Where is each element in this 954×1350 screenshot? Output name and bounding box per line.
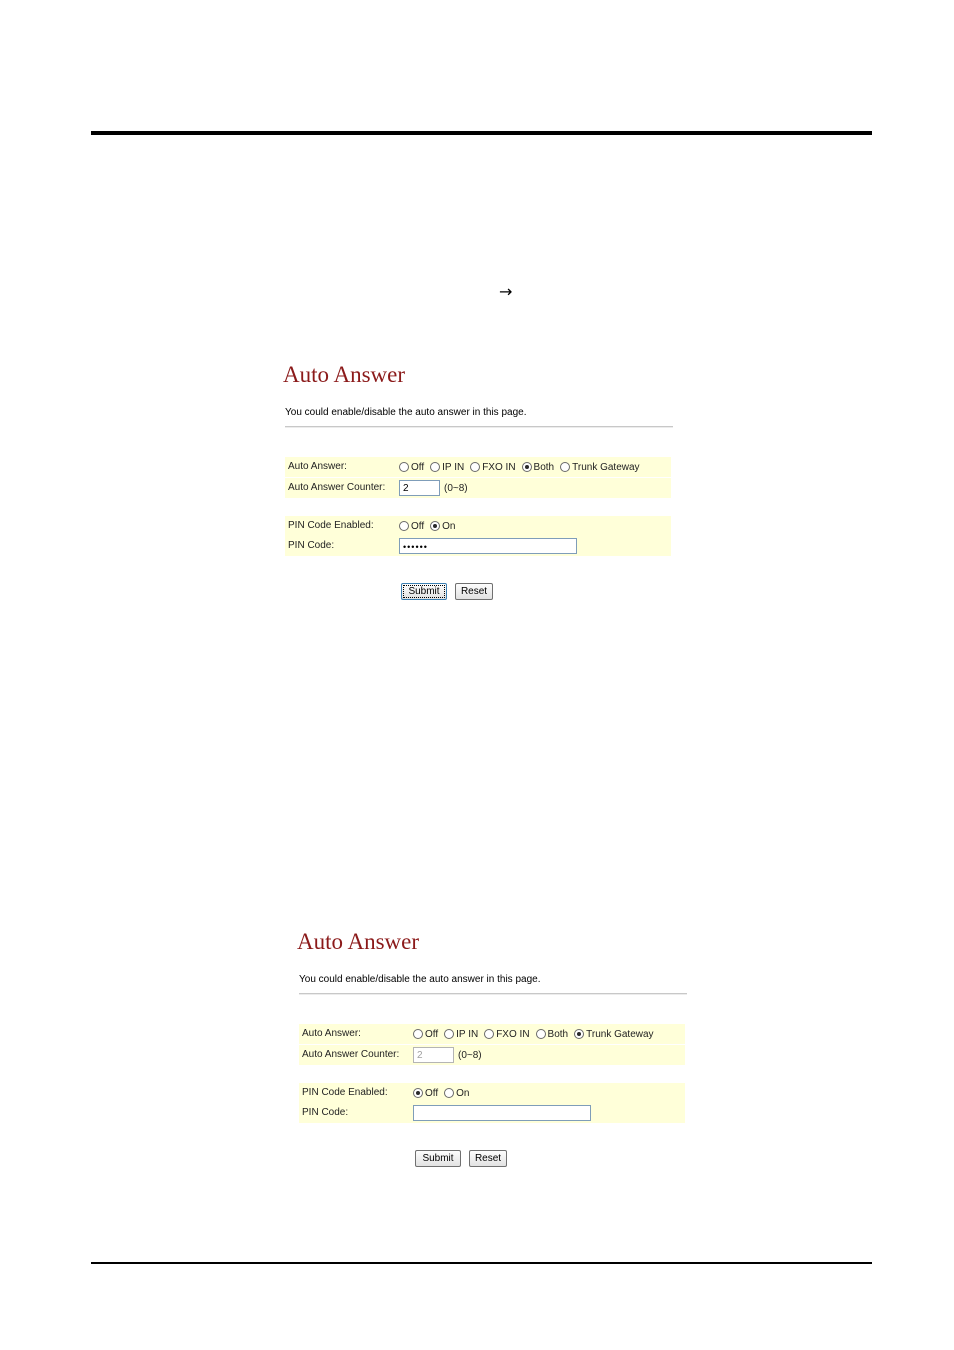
radio-off[interactable] <box>399 462 409 472</box>
auto-answer-option-trunk-gateway[interactable]: Trunk Gateway <box>560 462 639 473</box>
pin-enabled-option-on[interactable]: On <box>430 521 455 532</box>
radio-fxo-in[interactable] <box>484 1029 494 1039</box>
pin-code-input[interactable]: •••••• <box>399 538 577 554</box>
pin-code-enabled-label: PIN Code Enabled: <box>302 1087 388 1098</box>
radio-both[interactable] <box>536 1029 546 1039</box>
page-title: Auto Answer <box>283 362 406 387</box>
footer-rule <box>91 1262 872 1264</box>
radio-fxo-in[interactable] <box>470 462 480 472</box>
pin-enabled-option-off[interactable]: Off <box>413 1088 438 1099</box>
auto-answer-counter-input[interactable]: 2 <box>413 1047 454 1063</box>
radio-trunk-gateway[interactable] <box>560 462 570 472</box>
pin-enabled-option-on[interactable]: On <box>444 1088 469 1099</box>
radio-trunk-gateway[interactable] <box>574 1029 584 1039</box>
divider <box>285 426 673 428</box>
auto-answer-counter-row <box>285 478 671 498</box>
pin-code-row <box>299 1103 685 1123</box>
auto-answer-option-off[interactable]: Off <box>399 462 424 473</box>
radio-ip-in[interactable] <box>430 462 440 472</box>
radio-pin-on[interactable] <box>430 521 440 531</box>
divider <box>299 993 687 995</box>
auto-answer-panel-2 <box>297 928 689 1178</box>
radio-pin-off[interactable] <box>399 521 409 531</box>
pin-code-enabled-label: PIN Code Enabled: <box>288 520 374 531</box>
pin-code-input[interactable] <box>413 1105 591 1121</box>
radio-pin-on[interactable] <box>444 1088 454 1098</box>
auto-answer-counter-label: Auto Answer Counter: <box>302 1049 400 1060</box>
pin-code-label: PIN Code: <box>288 540 335 551</box>
radio-pin-off[interactable] <box>413 1088 423 1098</box>
header-rule <box>91 131 872 135</box>
arrow-icon: → <box>499 282 513 301</box>
pin-code-enabled-row <box>299 1083 685 1103</box>
page-title: Auto Answer <box>297 929 420 954</box>
auto-answer-option-fxo-in[interactable]: FXO IN <box>470 462 515 473</box>
auto-answer-row <box>299 1024 685 1044</box>
counter-range-hint: (0~8) <box>444 482 468 494</box>
auto-answer-option-both[interactable]: Both <box>522 462 555 473</box>
auto-answer-option-ip-in[interactable]: IP IN <box>444 1029 478 1040</box>
submit-button[interactable]: Submit <box>401 583 447 600</box>
auto-answer-label: Auto Answer: <box>288 461 347 472</box>
pin-enabled-option-off[interactable]: Off <box>399 521 424 532</box>
auto-answer-option-fxo-in[interactable]: FXO IN <box>484 1029 529 1040</box>
auto-answer-label: Auto Answer: <box>302 1028 361 1039</box>
auto-answer-counter-row <box>299 1045 685 1065</box>
auto-answer-option-trunk-gateway[interactable]: Trunk Gateway <box>574 1029 653 1040</box>
auto-answer-option-both[interactable]: Both <box>536 1029 569 1040</box>
pin-code-label: PIN Code: <box>302 1107 349 1118</box>
reset-button[interactable]: Reset <box>455 583 493 600</box>
radio-off[interactable] <box>413 1029 423 1039</box>
counter-range-hint: (0~8) <box>458 1049 482 1061</box>
page-description: You could enable/disable the auto answer in this page. <box>299 974 541 985</box>
auto-answer-row <box>285 457 671 477</box>
pin-code-row <box>285 536 671 556</box>
auto-answer-counter-label: Auto Answer Counter: <box>288 482 386 493</box>
pin-code-enabled-row <box>285 516 671 536</box>
page-description: You could enable/disable the auto answer in this page. <box>285 407 527 418</box>
auto-answer-counter-input[interactable]: 2 <box>399 480 440 496</box>
auto-answer-panel-1 <box>283 361 675 611</box>
auto-answer-option-off[interactable]: Off <box>413 1029 438 1040</box>
reset-button[interactable]: Reset <box>469 1150 507 1167</box>
radio-ip-in[interactable] <box>444 1029 454 1039</box>
radio-both[interactable] <box>522 462 532 472</box>
auto-answer-option-ip-in[interactable]: IP IN <box>430 462 464 473</box>
submit-button[interactable]: Submit <box>415 1150 461 1167</box>
